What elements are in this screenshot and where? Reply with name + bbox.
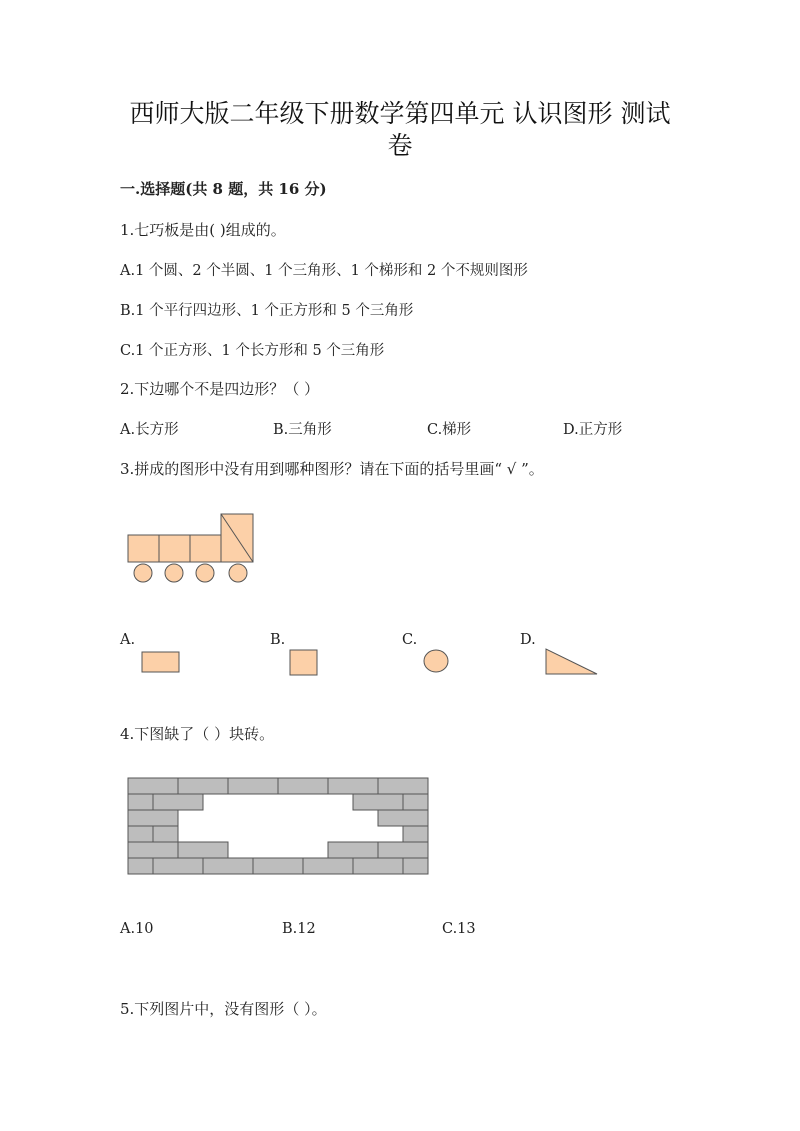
section-heading: 一.选择题(共 8 题，共 16 分) xyxy=(120,180,327,198)
page-title-line1: 西师大版二年级下册数学第四单元 认识图形 测试 xyxy=(129,99,671,128)
truck-wheel-1 xyxy=(134,564,152,582)
square-shape xyxy=(288,648,320,678)
truck-figure xyxy=(126,512,258,584)
question-2-option-c: C.梯形 xyxy=(427,422,472,438)
page-title-line2: 卷 xyxy=(387,131,413,160)
truck-square-2 xyxy=(159,535,190,562)
question-1-option-c: C.1 个正方形、1 个长方形和 5 个三角形 xyxy=(120,343,385,359)
question-2-stem: 2.下边哪个不是四边形？（ ） xyxy=(120,380,320,398)
question-2-option-a: A.长方形 xyxy=(120,422,179,438)
question-2-option-b: B.三角形 xyxy=(273,422,332,438)
triangle-shape xyxy=(543,646,601,678)
truck-wheel-3 xyxy=(196,564,214,582)
truck-wheel-4 xyxy=(229,564,247,582)
circle-shape xyxy=(422,648,452,676)
question-3-option-c-label: C. xyxy=(402,632,418,648)
brick-wall-figure xyxy=(126,776,432,876)
question-2-option-d: D.正方形 xyxy=(563,422,623,438)
question-1-option-a: A.1 个圆、2 个半圆、1 个三角形、1 个梯形和 2 个不规则图形 xyxy=(120,263,528,279)
question-1-option-b: B.1 个平行四边形、1 个正方形和 5 个三角形 xyxy=(120,303,414,319)
question-3-option-d-label: D. xyxy=(520,632,536,648)
question-4-stem: 4.下图缺了（ ）块砖。 xyxy=(120,725,275,743)
question-4-option-a: A.10 xyxy=(120,921,154,937)
question-4-option-b: B.12 xyxy=(282,921,316,937)
question-4-option-c: C.13 xyxy=(442,921,476,937)
question-3-stem: 3.拼成的图形中没有用到哪种图形？请在下面的括号里画“ √ ”。 xyxy=(120,460,544,478)
truck-wheel-2 xyxy=(165,564,183,582)
truck-square-3 xyxy=(190,535,221,562)
rectangle-shape xyxy=(140,650,182,674)
truck-square-1 xyxy=(128,535,159,562)
question-5-stem: 5.下列图片中，没有图形（ ）。 xyxy=(120,1000,327,1018)
question-3-option-a-label: A. xyxy=(120,632,136,648)
question-3-option-b-label: B. xyxy=(270,632,286,648)
question-1-stem: 1.七巧板是由( )组成的。 xyxy=(120,221,286,239)
